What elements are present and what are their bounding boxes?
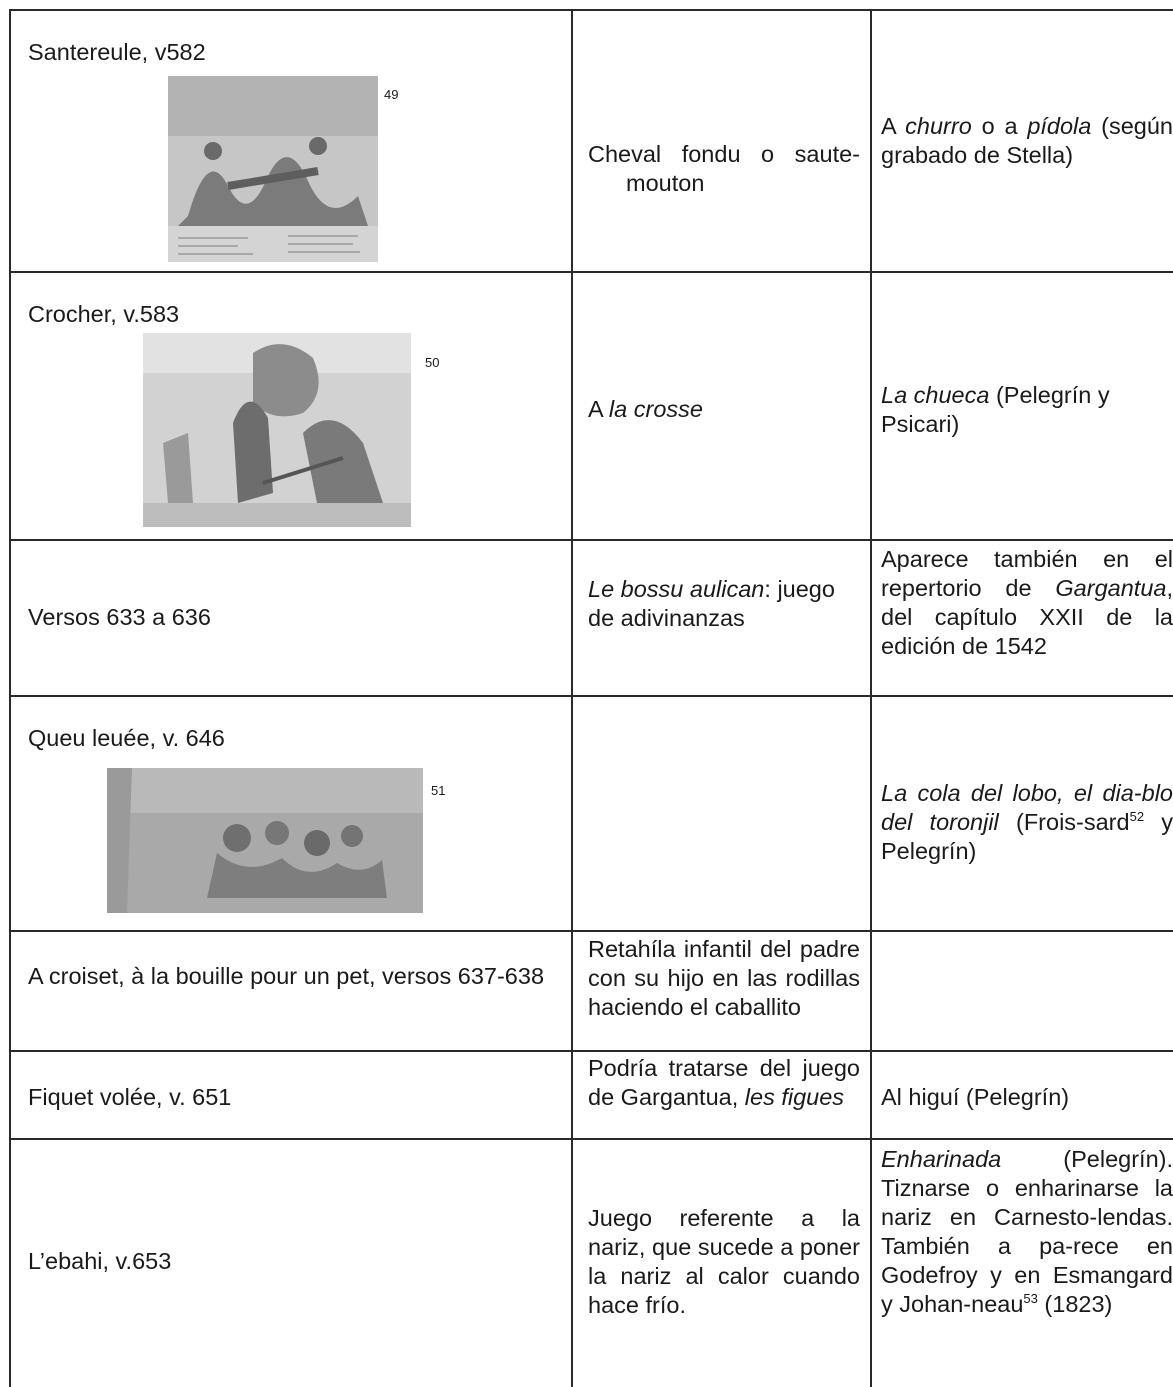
text-run: A <box>588 396 609 422</box>
text-run-italic: La cola del lobo, el dia-blo del toronjil <box>881 780 1173 835</box>
table-rule <box>9 539 1173 541</box>
table-cell-description <box>588 395 860 424</box>
text-run-italic: churro <box>905 113 972 139</box>
table-cell-equivalent <box>881 1083 1173 1112</box>
table-cell-equivalent <box>881 1145 1173 1319</box>
text-run: o a <box>971 113 1028 139</box>
table-cell-game <box>28 38 563 67</box>
table-cell-description <box>588 1204 860 1320</box>
table-rule <box>9 9 1173 11</box>
text-run-italic: les figues <box>744 1084 845 1110</box>
text-run: (Pelegrín y Psicari) <box>881 382 1110 437</box>
description-text-line: Cheval fondu o saute- <box>588 141 860 167</box>
table-cell-game <box>28 1083 563 1112</box>
table-cell-description <box>588 140 860 198</box>
table-rule <box>9 695 1173 697</box>
game-name: A croiset, à la bouille pour un pet, versos 637-638 <box>28 963 545 989</box>
table-rule <box>571 9 573 1387</box>
text-run: : juego de adivinanzas <box>588 576 835 631</box>
table-cell-game <box>28 724 563 753</box>
game-name: Versos 633 a 636 <box>28 604 211 630</box>
table-cell-description <box>588 1054 860 1112</box>
description-text <box>588 140 860 169</box>
text-run: (Frois-sard <box>998 809 1130 835</box>
text-run-italic: Enharinada <box>881 1146 1002 1172</box>
footnote-marker: 49 <box>384 87 399 102</box>
table-cell-equivalent <box>881 545 1173 661</box>
text-run: (según grabado de Stella) <box>881 113 1173 168</box>
game-name: Crocher, v.583 <box>28 301 180 327</box>
table-cell-game <box>28 603 563 632</box>
table-rule <box>9 1050 1173 1052</box>
footnote-marker: 51 <box>431 783 446 798</box>
game-name: Santereule, v582 <box>28 39 206 65</box>
table-cell-game <box>28 962 563 991</box>
table-rule <box>9 9 11 1387</box>
text-run-italic: la crosse <box>608 396 703 422</box>
engraving-image <box>107 768 423 913</box>
table-cell-equivalent <box>881 381 1173 439</box>
description-text: Retahíla infantil del padre con su hijo en las rodillas haciendo el caballito <box>588 936 860 1020</box>
table-cell-equivalent <box>881 112 1173 170</box>
text-run: Aparece también en el repertorio de <box>881 546 1173 601</box>
game-name: Queu leuée, v. 646 <box>28 725 225 751</box>
text-run: A <box>881 113 906 139</box>
table-cell-equivalent <box>881 779 1173 866</box>
description-text: Juego referente a la nariz, que sucede a poner la nariz al calor cuando hace frío. <box>588 1205 860 1318</box>
text-run-italic: Le bossu aulican <box>588 576 765 602</box>
table-cell-description <box>588 935 860 1022</box>
text-run: (1823) <box>1037 1291 1113 1317</box>
text-run-italic: La chueca <box>881 382 990 408</box>
text-run: (Pelegrín). Tiznarse o enharinarse la nariz en Carnesto-lendas. También a pa-rece en Godefroy y en Esmangard y Johan-neau <box>881 1146 1173 1317</box>
engraving-image <box>143 333 411 527</box>
table-cell-game <box>28 300 563 329</box>
text-run: Podría tratarse del juego de Gargantua, <box>588 1055 860 1110</box>
game-name: L’ebahi, v.653 <box>28 1248 172 1274</box>
equivalent-text: Al higuí (Pelegrín) <box>881 1084 1070 1110</box>
equivalent-text <box>881 112 1173 170</box>
footnote-marker: 52 <box>1129 809 1145 825</box>
engraving-image <box>168 76 378 262</box>
table-rule <box>870 9 872 1387</box>
footnote-marker: 50 <box>425 355 440 370</box>
game-name: Fiquet volée, v. 651 <box>28 1084 232 1110</box>
table-rule <box>9 930 1173 932</box>
text-run-italic: pídola <box>1027 113 1092 139</box>
table-rule <box>9 1138 1173 1140</box>
table-rule <box>9 271 1173 273</box>
text-run: y Pelegrín) <box>881 809 1173 864</box>
table-cell-description <box>588 575 860 633</box>
text-run-italic: Gargantua <box>1055 575 1167 601</box>
table-cell-game <box>28 1247 563 1276</box>
description-text-line: mouton <box>626 170 705 196</box>
text-run: , del capítulo XXII de la edición de 1542 <box>881 575 1173 659</box>
footnote-marker: 53 <box>1023 1291 1038 1307</box>
